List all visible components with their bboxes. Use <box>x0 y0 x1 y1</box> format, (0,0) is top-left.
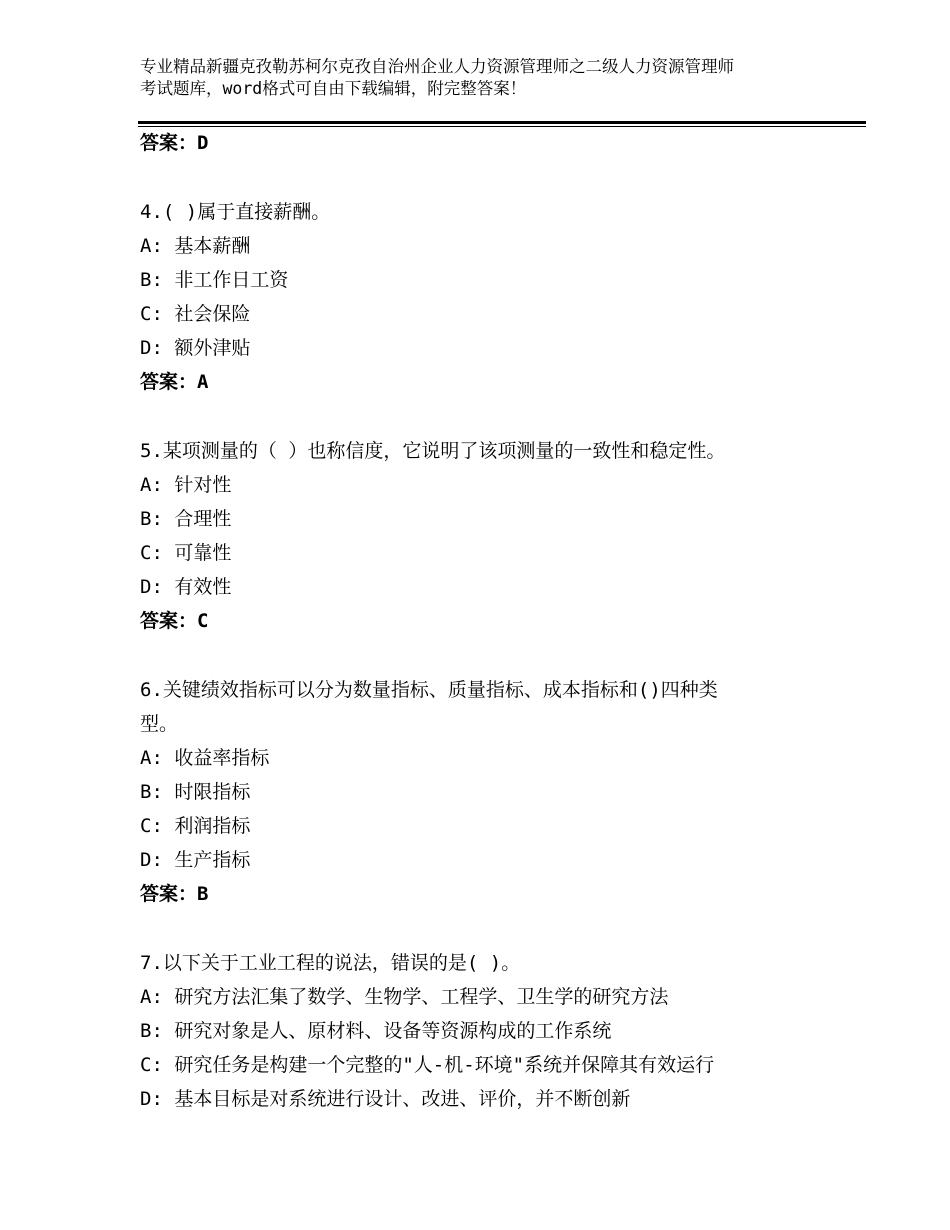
question-4-option-b: B: 非工作日工资 <box>140 269 289 291</box>
question-6-option-b: B: 时限指标 <box>140 781 251 803</box>
header-line-1: 专业精品新疆克孜勒苏柯尔克孜自治州企业人力资源管理师之二级人力资源管理师 <box>140 57 734 76</box>
question-7-option-b: B: 研究对象是人、原材料、设备等资源构成的工作系统 <box>140 1020 612 1042</box>
document-header <box>140 56 830 100</box>
question-5-stem: 5.某项测量的（ ）也称信度，它说明了该项测量的一致性和稳定性。 <box>140 440 726 462</box>
question-5-option-b: B: 合理性 <box>140 508 232 530</box>
question-4-option-d: D: 额外津贴 <box>140 337 251 359</box>
question-6-option-a: A: 收益率指标 <box>140 747 270 769</box>
question-7-option-c: C: 研究任务是构建一个完整的"人-机-环境"系统并保障其有效运行 <box>140 1054 715 1076</box>
question-6-stem: 6.关键绩效指标可以分为数量指标、质量指标、成本指标和()四种类 <box>140 679 718 701</box>
question-5-option-d: D: 有效性 <box>140 576 232 598</box>
question-6-option-c: C: 利润指标 <box>140 815 251 837</box>
question-7-stem: 7.以下关于工业工程的说法，错误的是( )。 <box>140 952 521 974</box>
answer-prev: 答案：D <box>140 132 209 154</box>
question-6-answer: 答案：B <box>140 883 209 905</box>
question-5-option-a: A: 针对性 <box>140 474 232 496</box>
header-rule-thin <box>138 126 866 127</box>
question-7-option-a: A: 研究方法汇集了数学、生物学、工程学、卫生学的研究方法 <box>140 986 669 1008</box>
question-4-answer: 答案：A <box>140 371 209 393</box>
question-4-option-c: C: 社会保险 <box>140 303 251 325</box>
question-6-option-d: D: 生产指标 <box>140 849 251 871</box>
question-4-option-a: A: 基本薪酬 <box>140 235 251 257</box>
header-line-2: 考试题库，word格式可自由下载编辑，附完整答案！ <box>140 79 527 98</box>
header-rule-thick <box>138 121 866 124</box>
question-5-option-c: C: 可靠性 <box>140 542 232 564</box>
question-4-stem: 4.( )属于直接薪酬。 <box>140 201 331 223</box>
question-5-answer: 答案：C <box>140 610 209 632</box>
question-6-stem-continued: 型。 <box>140 713 179 735</box>
question-7-option-d: D: 基本目标是对系统进行设计、改进、评价，并不断创新 <box>140 1088 631 1110</box>
